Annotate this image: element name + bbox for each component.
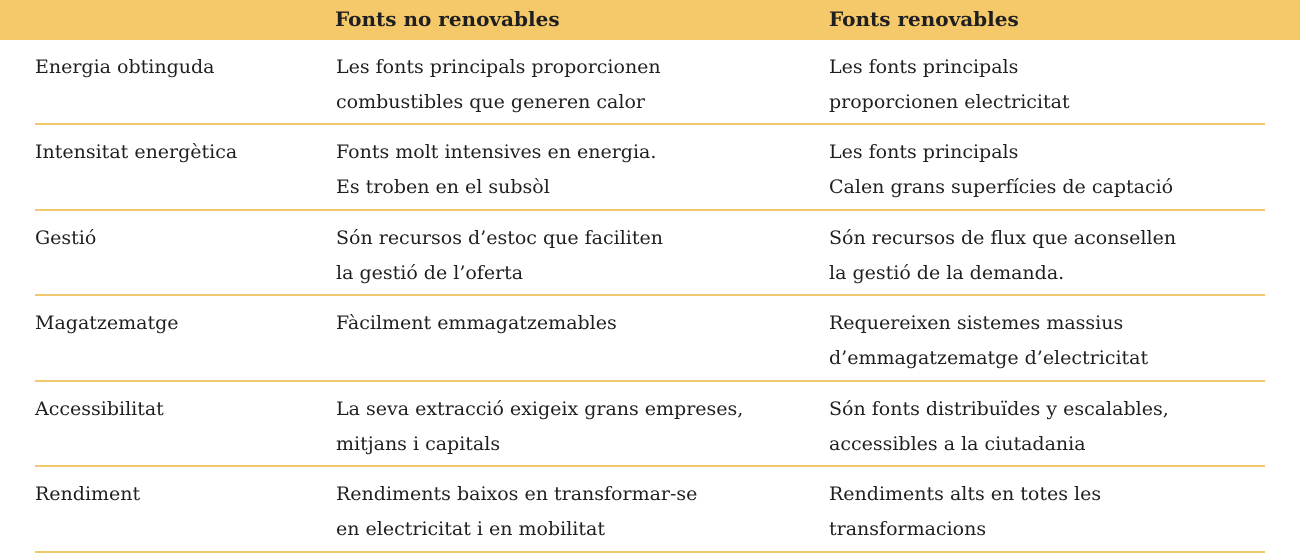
cell-line: Són recursos de flux que aconsellen: [829, 226, 1177, 249]
cell-line: Són recursos d’estoc que faciliten: [336, 226, 663, 249]
cell-line: Requereixen sistemes massius: [829, 312, 1124, 334]
row-label: Energia obtinguda: [35, 56, 215, 78]
row-label: Gestió: [35, 226, 97, 249]
row-label: Magatzematge: [35, 312, 179, 334]
cell-non-renewable: [336, 50, 816, 120]
cell-line: en electricitat i en mobilitat: [336, 518, 605, 540]
cell-renewable: [829, 392, 1269, 462]
cell-line: d’emmagatzematge d’electricitat: [829, 347, 1149, 369]
cell-renewable: [829, 306, 1269, 376]
cell-line: Rendiments alts en totes les: [829, 483, 1102, 505]
cell-non-renewable: [336, 306, 816, 341]
cell-line: la gestió de la demanda.: [829, 261, 1065, 284]
cell-line: mitjans i capitals: [336, 432, 501, 455]
cell-line: Fàcilment emmagatzemables: [336, 312, 617, 334]
cell-line: combustibles que generen calor: [336, 91, 645, 113]
cell-line: Les fonts principals: [829, 141, 1019, 163]
comparison-table: [35, 40, 1265, 553]
cell-line: Es troben en el subsòl: [336, 176, 550, 198]
cell-renewable: [829, 135, 1269, 205]
table-row-performance: [35, 467, 1265, 553]
table-row-energy: [35, 40, 1265, 125]
cell-line: Les fonts principals proporcionen: [336, 56, 661, 78]
cell-line: La seva extracció exigeix grans empreses,: [336, 397, 744, 420]
cell-renewable: [829, 221, 1269, 291]
table-row-storage: [35, 296, 1265, 382]
table-header: [0, 0, 1300, 40]
table-row-management: [35, 211, 1265, 297]
cell-line: Calen grans superfícies de captació: [829, 176, 1174, 198]
cell-line: Són fonts distribuïdes y escalables,: [829, 397, 1169, 420]
cell-line: Rendiments baixos en transformar-se: [336, 483, 698, 505]
header-renewable: Fonts renovables: [829, 7, 1019, 31]
cell-non-renewable: [336, 135, 816, 205]
cell-line: transformacions: [829, 518, 987, 540]
cell-renewable: [829, 477, 1269, 547]
cell-line: la gestió de l’oferta: [336, 261, 524, 284]
row-label: Accessibilitat: [35, 397, 164, 420]
header-non-renewable: Fonts no renovables: [335, 7, 560, 31]
table-row-intensity: [35, 125, 1265, 211]
cell-non-renewable: [336, 477, 816, 547]
row-label: Intensitat energètica: [35, 141, 238, 163]
row-label: Rendiment: [35, 483, 141, 505]
cell-non-renewable: [336, 221, 816, 291]
cell-line: proporcionen electricitat: [829, 91, 1070, 113]
cell-line: Les fonts principals: [829, 56, 1019, 78]
cell-renewable: [829, 50, 1269, 120]
cell-line: accessibles a la ciutadania: [829, 432, 1086, 455]
table-row-accessibility: [35, 382, 1265, 468]
cell-non-renewable: [336, 392, 816, 462]
cell-line: Fonts molt intensives en energia.: [336, 141, 657, 163]
